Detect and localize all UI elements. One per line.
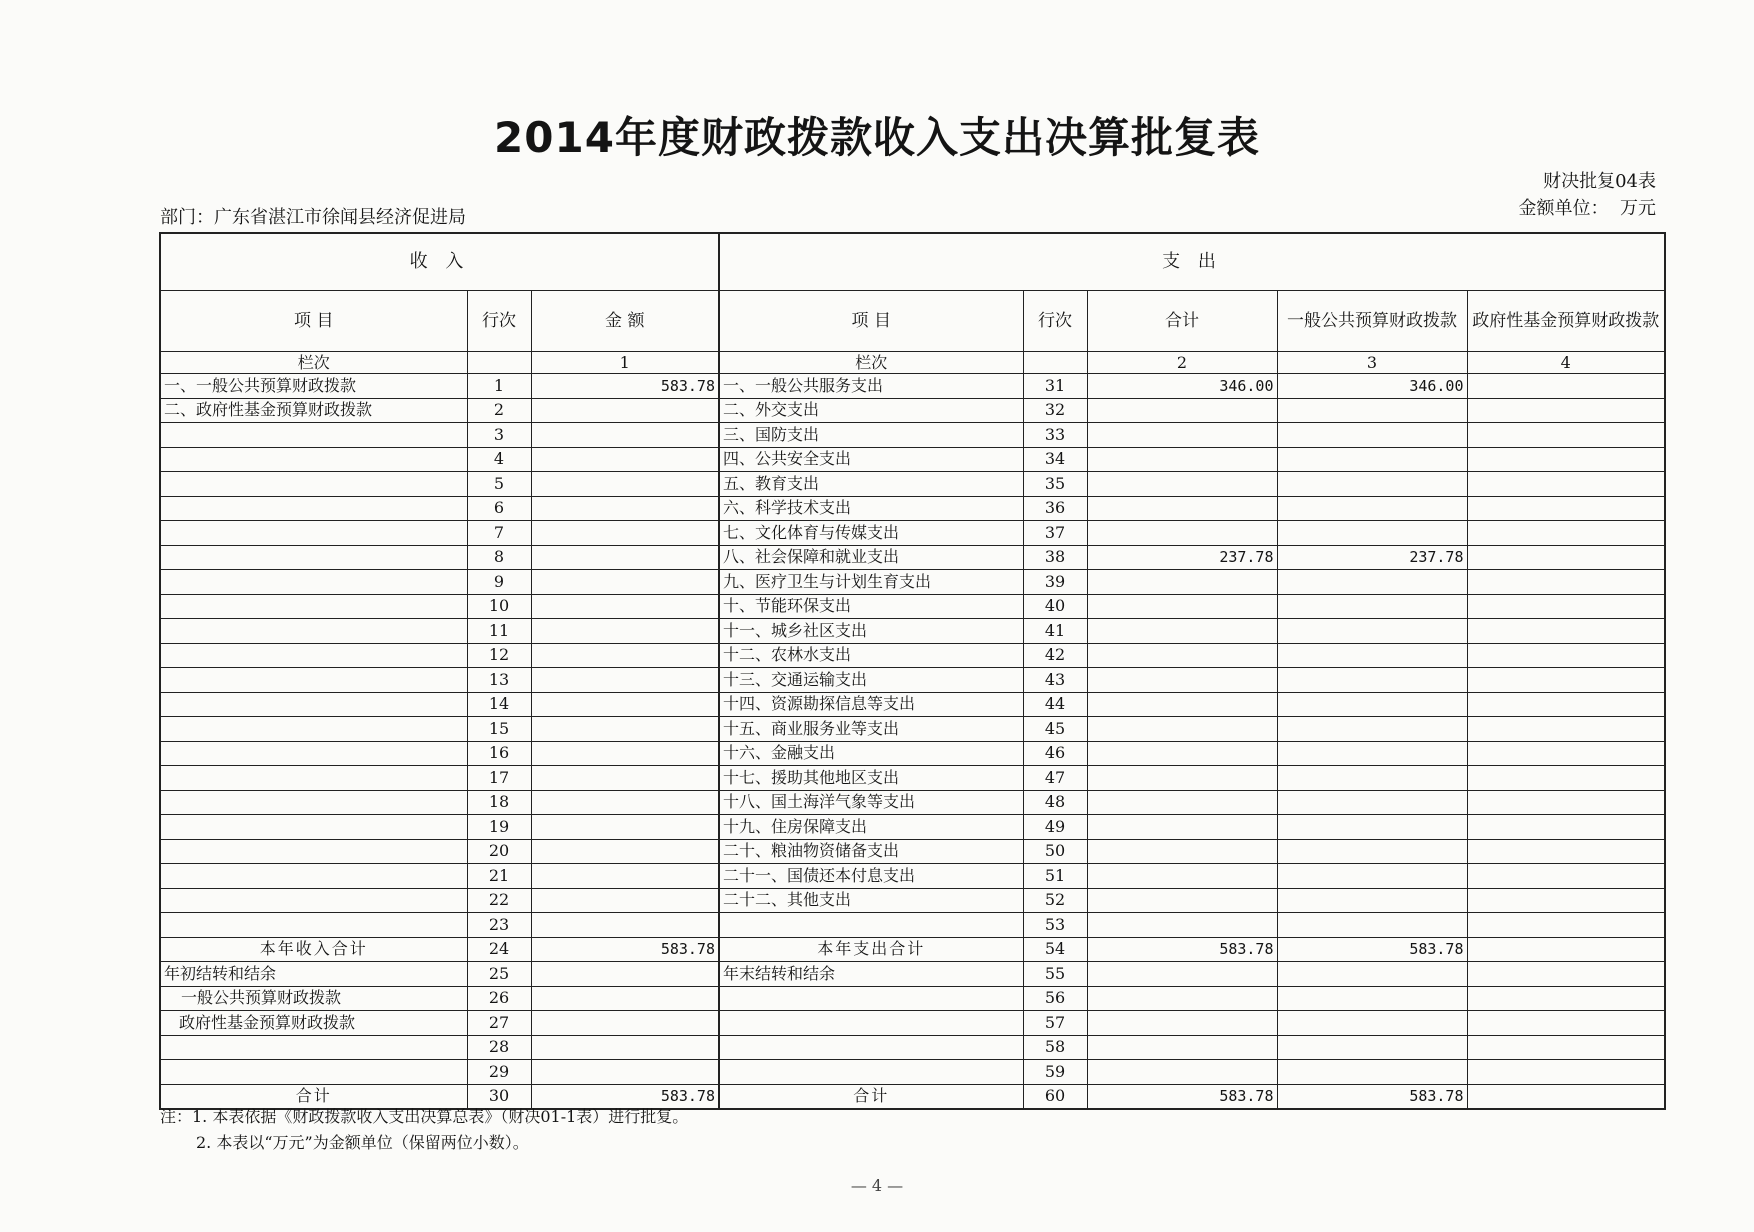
expense-row-no-cell: 43 [1023, 668, 1087, 693]
table-row [160, 864, 1665, 889]
expense-total-cell [1087, 447, 1277, 472]
expense-total-cell: 583.78 [1087, 1084, 1277, 1109]
expense-item-cell: 二十一、国债还本付息支出 [719, 864, 1023, 889]
income-amount-cell [531, 545, 719, 570]
table-row [160, 839, 1665, 864]
expense-item-cell: 十五、商业服务业等支出 [719, 717, 1023, 742]
expense-general-cell [1277, 864, 1467, 889]
expense-general-cell [1277, 888, 1467, 913]
expense-total-cell [1087, 986, 1277, 1011]
income-item-cell [160, 888, 467, 913]
expense-item-cell [719, 1060, 1023, 1085]
expense-column-label: 栏次 [719, 352, 1023, 374]
income-item-header: 项 目 [160, 291, 467, 352]
expense-fund-cell [1467, 545, 1665, 570]
expense-item-cell: 十七、援助其他地区支出 [719, 766, 1023, 791]
income-item-cell [160, 1035, 467, 1060]
expense-fund-cell [1467, 790, 1665, 815]
column-number-row [160, 352, 1665, 374]
expense-total-cell [1087, 888, 1277, 913]
expense-general-cell [1277, 815, 1467, 840]
income-item-cell [160, 741, 467, 766]
expense-total-cell [1087, 839, 1277, 864]
income-row-no-cell: 15 [467, 717, 531, 742]
expense-total-cell [1087, 472, 1277, 497]
expense-row-no-cell: 37 [1023, 521, 1087, 546]
expense-item-cell: 十一、城乡社区支出 [719, 619, 1023, 644]
expense-general-cell [1277, 668, 1467, 693]
income-row-no-cell: 12 [467, 643, 531, 668]
expense-total-cell [1087, 790, 1277, 815]
income-amount-header: 金 额 [531, 291, 719, 352]
income-item-cell [160, 913, 467, 938]
table-row [160, 888, 1665, 913]
table-row [160, 937, 1665, 962]
expense-fund-cell [1467, 374, 1665, 399]
expense-item-cell: 三、国防支出 [719, 423, 1023, 448]
income-item-cell: 年初结转和结余 [160, 962, 467, 987]
income-column-label: 栏次 [160, 352, 467, 374]
expense-item-cell: 二十二、其他支出 [719, 888, 1023, 913]
income-item-cell [160, 839, 467, 864]
expense-general-cell [1277, 619, 1467, 644]
expense-fund-cell [1467, 496, 1665, 521]
expense-fund-cell [1467, 619, 1665, 644]
table-row [160, 668, 1665, 693]
expense-fund-cell [1467, 1035, 1665, 1060]
expense-item-header: 项 目 [719, 291, 1023, 352]
expense-row-no-cell: 57 [1023, 1011, 1087, 1036]
table-row [160, 472, 1665, 497]
income-row-no-cell: 23 [467, 913, 531, 938]
expense-total-cell: 346.00 [1087, 374, 1277, 399]
expense-total-header: 合计 [1087, 291, 1277, 352]
income-amount-cell [531, 815, 719, 840]
income-amount-cell [531, 962, 719, 987]
income-item-cell [160, 496, 467, 521]
expense-row-no-cell: 39 [1023, 570, 1087, 595]
table-row [160, 986, 1665, 1011]
expense-general-cell [1277, 1035, 1467, 1060]
income-row-no-cell: 26 [467, 986, 531, 1011]
income-row-no-cell: 11 [467, 619, 531, 644]
expense-row-no-cell: 38 [1023, 545, 1087, 570]
expense-general-cell [1277, 570, 1467, 595]
expense-fund-cell [1467, 766, 1665, 791]
expense-general-cell [1277, 839, 1467, 864]
income-amount-cell [531, 692, 719, 717]
income-item-cell: 一、一般公共预算财政拨款 [160, 374, 467, 399]
expense-fund-cell [1467, 864, 1665, 889]
income-amount-cell [531, 864, 719, 889]
income-row-no-cell: 2 [467, 398, 531, 423]
expense-general-cell [1277, 398, 1467, 423]
income-amount-cell [531, 790, 719, 815]
expense-row-no-cell: 49 [1023, 815, 1087, 840]
expense-row-no-cell: 52 [1023, 888, 1087, 913]
table-row [160, 570, 1665, 595]
income-item-cell [160, 521, 467, 546]
income-amount-cell [531, 717, 719, 742]
expense-row-no-cell: 40 [1023, 594, 1087, 619]
income-row-no-cell: 25 [467, 962, 531, 987]
table-row [160, 962, 1665, 987]
table-row [160, 619, 1665, 644]
expense-total-cell [1087, 643, 1277, 668]
expense-general-cell [1277, 423, 1467, 448]
expense-item-cell [719, 1011, 1023, 1036]
expense-item-cell [719, 1035, 1023, 1060]
expense-item-cell: 八、社会保障和就业支出 [719, 545, 1023, 570]
table-row [160, 643, 1665, 668]
expense-item-cell: 十八、国土海洋气象等支出 [719, 790, 1023, 815]
expense-row-no-cell: 34 [1023, 447, 1087, 472]
table-row [160, 447, 1665, 472]
expense-row-no-cell: 59 [1023, 1060, 1087, 1085]
column-number-1: 1 [531, 352, 719, 374]
expense-general-cell [1277, 447, 1467, 472]
expense-general-cell [1277, 986, 1467, 1011]
expense-fund-cell [1467, 962, 1665, 987]
expense-fund-cell [1467, 594, 1665, 619]
income-item-cell [160, 790, 467, 815]
expense-fund-cell [1467, 423, 1665, 448]
expense-row-no-cell: 46 [1023, 741, 1087, 766]
page-title: 2014年度财政拨款收入支出决算批复表 [494, 113, 1260, 162]
expense-item-cell: 五、教育支出 [719, 472, 1023, 497]
income-row-no-header: 行次 [467, 291, 531, 352]
income-item-cell [160, 472, 467, 497]
income-amount-cell [531, 913, 719, 938]
expense-total-cell [1087, 962, 1277, 987]
expense-fund-cell [1467, 1011, 1665, 1036]
expense-row-no-cell: 47 [1023, 766, 1087, 791]
income-item-cell: 本年收入合计 [160, 937, 467, 962]
income-item-cell: 合计 [160, 1084, 467, 1109]
income-amount-cell [531, 986, 719, 1011]
expense-total-cell [1087, 692, 1277, 717]
income-row-no-cell: 21 [467, 864, 531, 889]
income-row-no-cell: 8 [467, 545, 531, 570]
income-row-no-cell: 30 [467, 1084, 531, 1109]
expense-total-cell [1087, 423, 1277, 448]
expense-fund-header: 政府性基金预算财政拨款 [1467, 291, 1665, 352]
income-amount-cell: 583.78 [531, 1084, 719, 1109]
page-number: — 4 — [850, 1176, 904, 1195]
income-amount-cell [531, 496, 719, 521]
expense-row-no-cell: 51 [1023, 864, 1087, 889]
expense-item-cell: 十二、农林水支出 [719, 643, 1023, 668]
expense-item-cell: 本年支出合计 [719, 937, 1023, 962]
expense-item-cell [719, 913, 1023, 938]
income-row-no-cell: 19 [467, 815, 531, 840]
income-row-no-cell: 9 [467, 570, 531, 595]
expense-general-header: 一般公共预算财政拨款 [1277, 291, 1467, 352]
table-row [160, 1060, 1665, 1085]
income-row-no-cell: 27 [467, 1011, 531, 1036]
expense-total-cell [1087, 521, 1277, 546]
income-row-no-cell: 20 [467, 839, 531, 864]
expense-general-cell [1277, 496, 1467, 521]
column-header-row [160, 291, 1665, 352]
income-item-cell [160, 570, 467, 595]
form-code: 财决批复04表 [1543, 171, 1656, 192]
expense-total-cell [1087, 496, 1277, 521]
income-row-no-cell: 13 [467, 668, 531, 693]
expense-item-cell: 二十、粮油物资储备支出 [719, 839, 1023, 864]
income-amount-cell [531, 447, 719, 472]
expense-row-no-cell: 48 [1023, 790, 1087, 815]
expense-fund-cell [1467, 692, 1665, 717]
expense-fund-cell [1467, 986, 1665, 1011]
table-row [160, 913, 1665, 938]
expense-general-cell [1277, 1060, 1467, 1085]
expense-fund-cell [1467, 717, 1665, 742]
expense-row-no-cell: 44 [1023, 692, 1087, 717]
table-row [160, 423, 1665, 448]
income-item-cell: 政府性基金预算财政拨款 [160, 1011, 467, 1036]
expense-row-no-cell: 35 [1023, 472, 1087, 497]
income-item-cell [160, 545, 467, 570]
expense-row-no-cell: 56 [1023, 986, 1087, 1011]
expense-row-no-cell: 32 [1023, 398, 1087, 423]
expense-general-cell: 583.78 [1277, 937, 1467, 962]
expense-fund-cell [1467, 1084, 1665, 1109]
income-item-cell [160, 815, 467, 840]
income-row-no-cell: 17 [467, 766, 531, 791]
table-row [160, 790, 1665, 815]
expense-fund-cell [1467, 643, 1665, 668]
income-amount-cell [531, 643, 719, 668]
expense-row-no-cell: 58 [1023, 1035, 1087, 1060]
expense-item-cell: 十、节能环保支出 [719, 594, 1023, 619]
table-row [160, 521, 1665, 546]
income-row-no-cell: 16 [467, 741, 531, 766]
expense-row-no-cell: 33 [1023, 423, 1087, 448]
expense-fund-cell [1467, 815, 1665, 840]
income-row-no-cell: 18 [467, 790, 531, 815]
expense-row-no-header: 行次 [1023, 291, 1087, 352]
expense-item-cell: 合计 [719, 1084, 1023, 1109]
expense-general-cell [1277, 594, 1467, 619]
section-header-row [160, 233, 1665, 291]
expense-row-no-cell: 54 [1023, 937, 1087, 962]
department-label: 部门：广东省湛江市徐闻县经济促进局 [160, 207, 466, 228]
expense-general-cell [1277, 717, 1467, 742]
expense-total-cell [1087, 398, 1277, 423]
table-row [160, 692, 1665, 717]
income-amount-cell: 583.78 [531, 937, 719, 962]
income-item-cell [160, 668, 467, 693]
income-amount-cell [531, 668, 719, 693]
expense-general-cell: 583.78 [1277, 1084, 1467, 1109]
income-amount-cell [531, 766, 719, 791]
expense-general-cell [1277, 1011, 1467, 1036]
expense-item-cell: 九、医疗卫生与计划生育支出 [719, 570, 1023, 595]
table-row [160, 398, 1665, 423]
expense-row-no-cell: 55 [1023, 962, 1087, 987]
expense-general-cell [1277, 692, 1467, 717]
expense-total-cell [1087, 741, 1277, 766]
expense-general-cell [1277, 766, 1467, 791]
income-amount-cell [531, 1035, 719, 1060]
expense-total-cell [1087, 766, 1277, 791]
table-row [160, 815, 1665, 840]
expense-item-cell: 十九、住房保障支出 [719, 815, 1023, 840]
expense-fund-cell [1467, 521, 1665, 546]
expense-general-cell [1277, 643, 1467, 668]
income-item-cell: 一般公共预算财政拨款 [160, 986, 467, 1011]
column-number-4: 4 [1467, 352, 1665, 374]
expense-item-cell: 一、一般公共服务支出 [719, 374, 1023, 399]
expense-fund-cell [1467, 668, 1665, 693]
expense-header: 支 出 [719, 233, 1665, 291]
income-row-no-cell: 3 [467, 423, 531, 448]
expense-fund-cell [1467, 888, 1665, 913]
income-row-no-cell: 29 [467, 1060, 531, 1085]
table-row [160, 594, 1665, 619]
expense-row-no-cell: 53 [1023, 913, 1087, 938]
expense-fund-cell [1467, 447, 1665, 472]
expense-general-cell [1277, 472, 1467, 497]
expense-fund-cell [1467, 913, 1665, 938]
expense-general-cell [1277, 790, 1467, 815]
ledger-body [160, 374, 1665, 1110]
income-row-no-cell: 24 [467, 937, 531, 962]
amount-unit: 金额单位： 万元 [1518, 198, 1656, 219]
expense-item-cell: 十六、金融支出 [719, 741, 1023, 766]
expense-item-cell [719, 986, 1023, 1011]
income-item-cell [160, 864, 467, 889]
expense-item-cell: 七、文化体育与传媒支出 [719, 521, 1023, 546]
column-number-2: 2 [1087, 352, 1277, 374]
expense-total-cell [1087, 1011, 1277, 1036]
expense-total-cell [1087, 668, 1277, 693]
expense-total-cell [1087, 594, 1277, 619]
income-item-cell [160, 692, 467, 717]
expense-total-cell: 237.78 [1087, 545, 1277, 570]
income-amount-cell [531, 521, 719, 546]
income-amount-cell [531, 888, 719, 913]
expense-total-cell [1087, 913, 1277, 938]
expense-row-no-cell: 36 [1023, 496, 1087, 521]
income-row-no-cell: 5 [467, 472, 531, 497]
income-amount-cell [531, 472, 719, 497]
expense-total-cell [1087, 619, 1277, 644]
income-amount-cell [531, 619, 719, 644]
expense-item-cell: 十四、资源勘探信息等支出 [719, 692, 1023, 717]
income-item-cell [160, 447, 467, 472]
income-amount-cell [531, 1011, 719, 1036]
expense-row-no-cell: 45 [1023, 717, 1087, 742]
table-row [160, 496, 1665, 521]
expense-row-no-cell: 41 [1023, 619, 1087, 644]
table-row [160, 545, 1665, 570]
table-row [160, 1035, 1665, 1060]
expense-general-cell [1277, 521, 1467, 546]
income-header: 收 入 [160, 233, 719, 291]
expense-row-no-cell: 50 [1023, 839, 1087, 864]
expense-fund-cell [1467, 472, 1665, 497]
expense-item-cell: 二、外交支出 [719, 398, 1023, 423]
expense-total-cell [1087, 1035, 1277, 1060]
income-item-cell [160, 423, 467, 448]
income-amount-cell [531, 839, 719, 864]
income-item-cell [160, 643, 467, 668]
income-item-cell: 二、政府性基金预算财政拨款 [160, 398, 467, 423]
income-item-cell [160, 766, 467, 791]
table-row [160, 717, 1665, 742]
income-row-no-cell: 10 [467, 594, 531, 619]
income-row-no-cell: 14 [467, 692, 531, 717]
expense-fund-cell [1467, 570, 1665, 595]
income-row-no-cell: 4 [467, 447, 531, 472]
expense-general-cell: 237.78 [1277, 545, 1467, 570]
income-row-no-cell: 28 [467, 1035, 531, 1060]
income-amount-cell [531, 423, 719, 448]
expense-item-cell: 六、科学技术支出 [719, 496, 1023, 521]
table-row [160, 741, 1665, 766]
expense-general-cell [1277, 913, 1467, 938]
table-row [160, 374, 1665, 399]
expense-total-cell: 583.78 [1087, 937, 1277, 962]
income-row-no-cell: 7 [467, 521, 531, 546]
expense-total-cell [1087, 815, 1277, 840]
income-item-cell [160, 1060, 467, 1085]
expense-total-cell [1087, 864, 1277, 889]
expense-general-cell [1277, 962, 1467, 987]
expense-general-cell [1277, 741, 1467, 766]
income-row-no-cell: 1 [467, 374, 531, 399]
footnote-1: 注：1. 本表依据《财政拨款收入支出决算总表》（财决01-1表）进行批复。 [160, 1107, 689, 1126]
approval-table [159, 232, 1666, 1110]
income-amount-cell [531, 741, 719, 766]
table-row [160, 1011, 1665, 1036]
income-amount-cell [531, 594, 719, 619]
income-amount-cell [531, 1060, 719, 1085]
expense-fund-cell [1467, 839, 1665, 864]
expense-item-cell: 四、公共安全支出 [719, 447, 1023, 472]
column-number-3: 3 [1277, 352, 1467, 374]
expense-fund-cell [1467, 1060, 1665, 1085]
footnote-2: 2. 本表以“万元”为金额单位（保留两位小数）。 [196, 1133, 529, 1152]
table-row [160, 766, 1665, 791]
expense-general-cell: 346.00 [1277, 374, 1467, 399]
income-amount-cell: 583.78 [531, 374, 719, 399]
expense-fund-cell [1467, 741, 1665, 766]
expense-total-cell [1087, 570, 1277, 595]
income-item-cell [160, 619, 467, 644]
income-item-cell [160, 717, 467, 742]
expense-row-no-cell: 31 [1023, 374, 1087, 399]
expense-item-cell: 年末结转和结余 [719, 962, 1023, 987]
income-row-no-cell: 22 [467, 888, 531, 913]
income-row-no-cell: 6 [467, 496, 531, 521]
income-amount-cell [531, 570, 719, 595]
expense-total-cell [1087, 1060, 1277, 1085]
expense-fund-cell [1467, 937, 1665, 962]
income-amount-cell [531, 398, 719, 423]
income-item-cell [160, 594, 467, 619]
expense-total-cell [1087, 717, 1277, 742]
footnotes [160, 1104, 688, 1156]
expense-row-no-cell: 42 [1023, 643, 1087, 668]
expense-item-cell: 十三、交通运输支出 [719, 668, 1023, 693]
expense-fund-cell [1467, 398, 1665, 423]
expense-row-no-cell: 60 [1023, 1084, 1087, 1109]
